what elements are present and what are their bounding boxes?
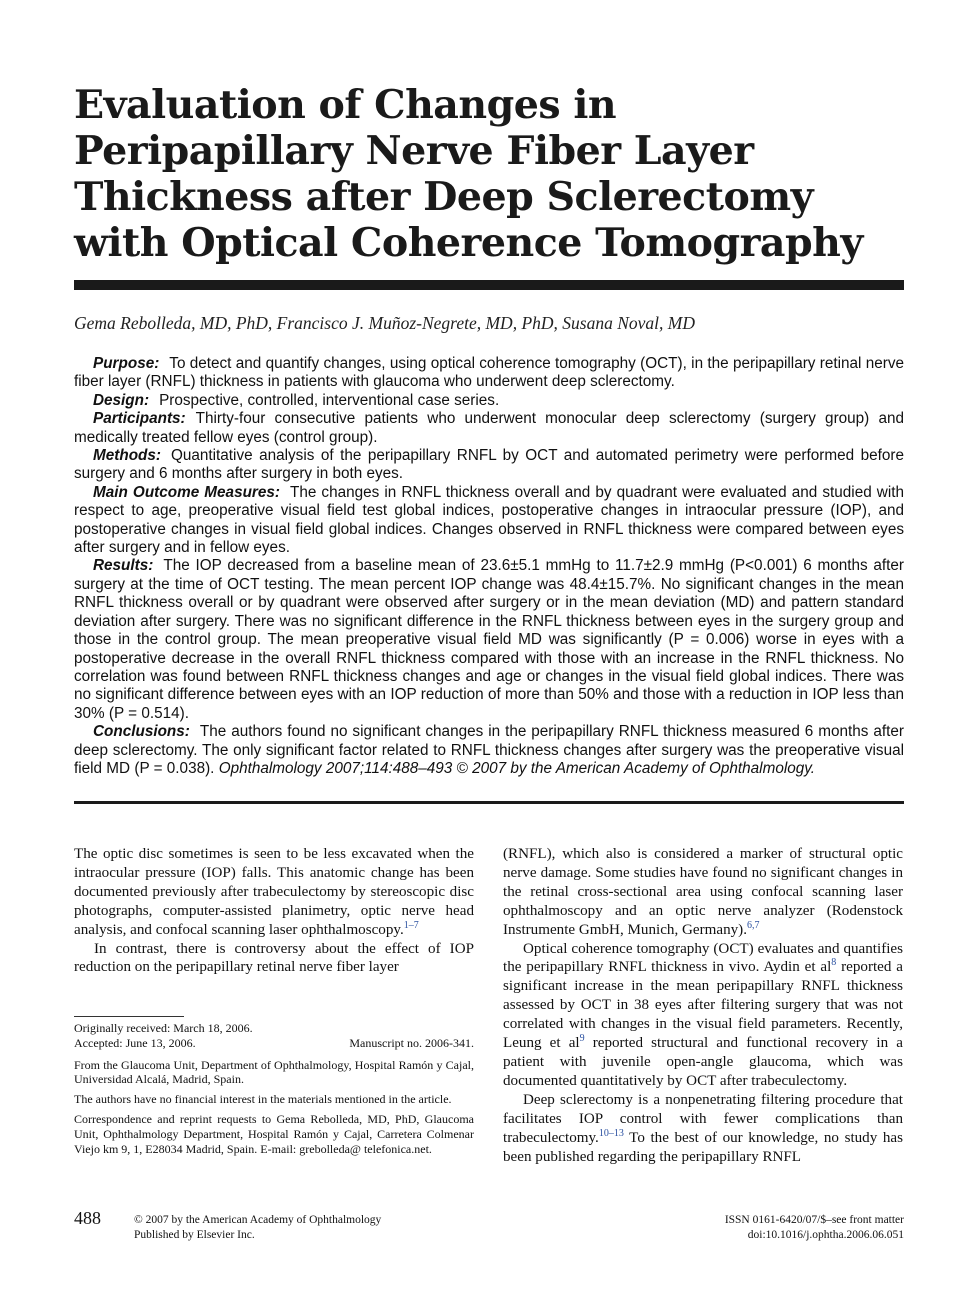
- reference-link[interactable]: 6,7: [746, 919, 760, 931]
- abstract-purpose: [74, 355, 904, 392]
- paragraph-text: Deep sclerectomy is a nonpenetrating filtering procedure that facilitates IOP control with fewer complications than trabeculectomy.: [503, 1091, 903, 1146]
- abstract-outcome: [74, 484, 904, 558]
- footnotes: [74, 1021, 474, 1161]
- reference-link[interactable]: 1–7: [403, 919, 419, 931]
- abstract-participants: [74, 410, 904, 447]
- methods-text: Quantitative analysis of the peripapillary RNFL by OCT and automated perimetry were performed before surgery and 6 months after surgery in both eyes.: [74, 447, 904, 483]
- conclusions-label: Conclusions:: [93, 723, 190, 741]
- abstract-design: [74, 392, 904, 410]
- footnote-divider: [74, 1016, 184, 1017]
- body-column-left: [74, 845, 474, 977]
- conclusions-text: The authors found no significant changes in the peripapillary RNFL thickness measured 6 months after deep sclerectomy. The only significant factor related to RNFL thickness changes after surgery was the preoperative visual field MD (P = 0.038).: [74, 723, 904, 777]
- body-paragraph: [503, 1091, 903, 1167]
- abstract-conclusions: [74, 723, 904, 778]
- reference-link[interactable]: 10–13: [598, 1127, 624, 1139]
- accepted-row: [74, 1036, 474, 1051]
- design-text: Prospective, controlled, interventional case series.: [159, 391, 500, 409]
- footer-issn: [725, 1213, 904, 1243]
- manuscript-number: Manuscript no. 2006-341.: [349, 1035, 474, 1050]
- footnote-affiliation: From the Glaucoma Unit, Department of Ophthalmology, Hospital Ramón y Cajal, Universidad Alcalá, Madrid, Spain.: [74, 1057, 474, 1087]
- copyright-line: © 2007 by the American Academy of Ophthalmology: [134, 1214, 382, 1226]
- paragraph-text: reported structural and functional recovery in a patient with juvenile open-angle glaucoma, which was documented quantitatively by OCT after trabeculectomy.: [503, 1035, 903, 1089]
- body-paragraph: [74, 845, 474, 940]
- accepted-date: Accepted: June 13, 2006.: [74, 1035, 196, 1050]
- outcome-text: The changes in RNFL thickness overall and by quadrant were evaluated and studied with respect to age, preoperative visual field test global indices, postoperative changes in intraocular pressure (IOP), and postoperative changes in visual field global indices. Changes observed in RNFL thickness were compared between eyes after surgery and in fellow eyes.: [74, 483, 904, 557]
- issn-line: ISSN 0161-6420/07/$–see front matter: [724, 1214, 904, 1226]
- title-divider: [74, 280, 904, 290]
- abstract-results: [74, 557, 904, 723]
- body-paragraph: [503, 940, 903, 1091]
- body-column-right: [503, 845, 903, 1166]
- purpose-text: To detect and quantify changes, using optical coherence tomography (OCT), in the peripapillary retinal nerve fiber layer (RNFL) thickness in patients with glaucoma who underwent deep sclerectomy.: [74, 355, 904, 391]
- publisher-line: Published by Elsevier Inc.: [134, 1229, 255, 1241]
- footer-copyright: [134, 1213, 381, 1243]
- methods-label: Methods:: [93, 447, 161, 465]
- reference-link[interactable]: 8: [831, 957, 837, 969]
- purpose-label: Purpose:: [93, 355, 160, 372]
- footnote-correspondence: Correspondence and reprint requests to Gema Rebolleda, MD, PhD, Glaucoma Unit, Ophthalmology Department, Hospital Ramón y Cajal, Carretera Colmenar Viejo km 9, 1, E28034 Madrid, Spain. E-mail: grebolleda@ telefonica.net.: [74, 1111, 474, 1156]
- results-label: Results:: [93, 557, 154, 575]
- paragraph-text: To the best of our knowledge, no study has been published regarding the peripapillary RNFL: [503, 1129, 903, 1165]
- paragraph-text: The optic disc sometimes is seen to be less excavated when the intraocular pressure (IOP) falls. This anatomic change has been documented previously after trabeculectomy by stereoscopic disc photographs, computer-assisted planimetry, optic nerve head analysis, and confocal scanning laser ophthalmoscopy.: [74, 846, 474, 938]
- body-paragraph: [74, 940, 474, 978]
- participants-label: Participants:: [93, 410, 186, 428]
- paragraph-text: In contrast, there is controversy about the effect of IOP reduction on the peripapillary retinal nerve fiber layer: [74, 940, 474, 976]
- abstract: [74, 355, 904, 778]
- article-title: Evaluation of Changes in Peripapillary Nerve Fiber Layer Thickness after Deep Sclerectomy with Optical Coherence Tomography: [74, 82, 863, 266]
- paragraph-text: reported a significant increase in the mean peripapillary RNFL thickness assessed by OCT in 38 eyes after filtering surgery that was not correlated with changes in the visual field parameters. Recently, Leung et al: [503, 959, 903, 1052]
- reference-link[interactable]: 9: [579, 1033, 585, 1045]
- author-list: Gema Rebolleda, MD, PhD, Francisco J. Muñoz-Negrete, MD, PhD, Susana Noval, MD: [74, 313, 695, 333]
- abstract-methods: [74, 447, 904, 484]
- outcome-label: Main Outcome Measures:: [93, 483, 280, 501]
- footnote-dates: [74, 1021, 474, 1051]
- page-number: 488: [74, 1208, 101, 1228]
- doi-line[interactable]: doi:10.1016/j.ophtha.2006.06.051: [747, 1229, 904, 1241]
- journal-citation: Ophthalmology 2007;114:488–493 © 2007 by the American Academy of Ophthalmology.: [218, 759, 816, 777]
- participants-text: Thirty-four consecutive patients who underwent monocular deep sclerectomy (surgery group) and medically treated fellow eyes (control group).: [74, 410, 904, 446]
- results-text: The IOP decreased from a baseline mean of 23.6±5.1 mmHg to 11.7±2.9 mmHg (P<0.001) 6 months after surgery at the time of OCT testing. The mean percent IOP change was 48.4±15.7%. No significant changes in the mean RNFL thickness overall or by quadrant were observed after surgery or in the mean deviation (MD) and pattern standard deviation after surgery. There was no significant difference in the RNFL thickness between eyes in the surgery group and those in the control group. The mean preoperative visual field MD was significantly (P = 0.006) worse in eyes with a postoperative decrease in the overall RNFL thickness compared with those with an increase in the RNFL thickness. No correlation was found between RNFL thickness changes and age or changes in the visual field global indices. There was no significant difference between eyes with an IOP reduction of more than 50% and those with a reduction in IOP less than 30% (P = 0.514).: [74, 557, 904, 722]
- received-date: Originally received: March 18, 2006.: [74, 1021, 253, 1035]
- paragraph-text: Optical coherence tomography (OCT) evaluates and quantifies the peripapillary RNFL thickness in vivo. Aydin et al: [503, 940, 903, 976]
- body-paragraph: [503, 845, 903, 940]
- footnote-interest: The authors have no financial interest in the materials mentioned in the article.: [74, 1092, 452, 1107]
- design-label: Design:: [93, 391, 150, 409]
- abstract-divider: [74, 801, 904, 804]
- paragraph-text: (RNFL), which also is considered a marker of structural optic nerve damage. Some studies have found no significant changes in the retinal cross-sectional area using confocal scanning laser ophthalmoscopy and an optic nerve analyzer (Rodenstock Instrumente GmbH, Munich, Germany).: [503, 846, 903, 938]
